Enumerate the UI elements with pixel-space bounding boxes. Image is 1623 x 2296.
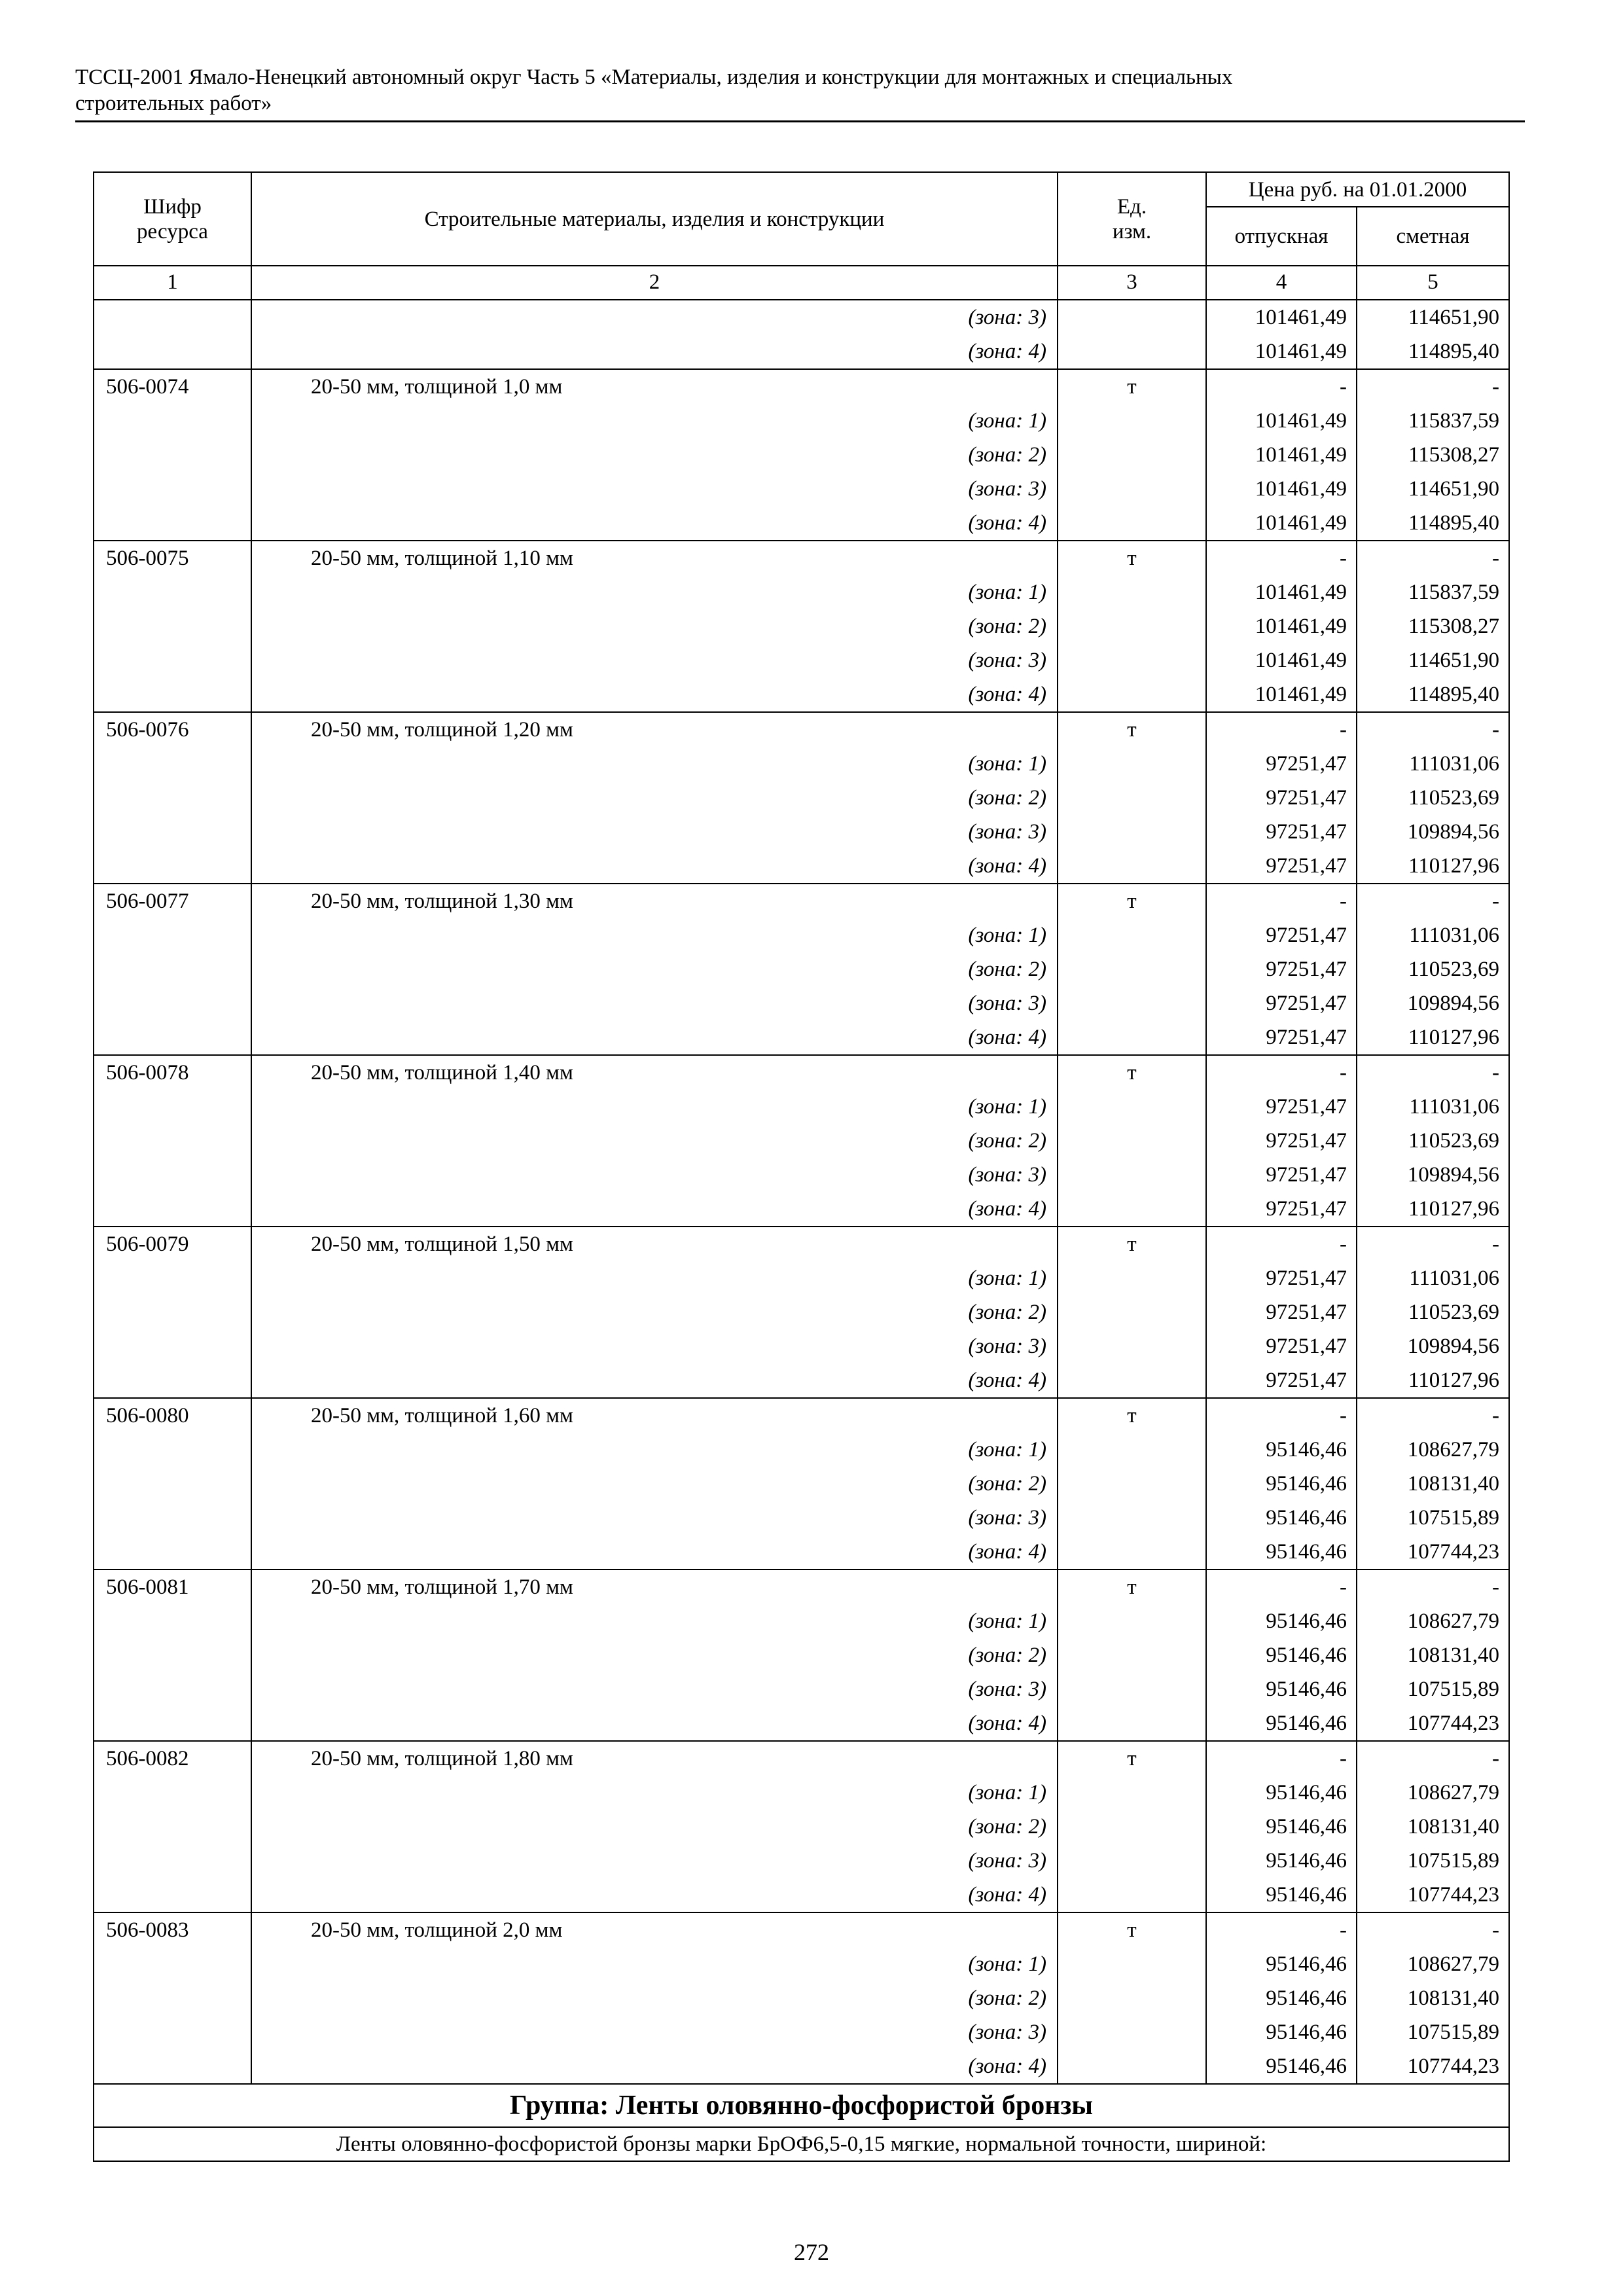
unit-of-measure: т	[1127, 1747, 1137, 1770]
empty-cell	[94, 2015, 251, 2049]
release-price: 95146,46	[1266, 1472, 1347, 1496]
empty-cell	[94, 1158, 251, 1192]
zone-label: (зона: 3)	[968, 477, 1046, 501]
empty-cell	[94, 747, 251, 781]
resource-code: 506-0075	[106, 547, 189, 570]
empty-cell	[1058, 1535, 1205, 1569]
estimate-price: -	[1492, 889, 1500, 913]
empty-cell	[1058, 438, 1205, 472]
release-price: 97251,47	[1266, 786, 1347, 810]
empty-cell	[1058, 643, 1205, 677]
empty-cell	[1058, 1192, 1205, 1226]
empty-cell	[1058, 1878, 1205, 1912]
estimate-price: 108131,40	[1407, 1815, 1500, 1839]
resource-code: 506-0083	[106, 1918, 189, 1942]
header-materials: Строительные материалы, изделия и конструкции	[251, 172, 1058, 266]
release-price: 101461,49	[1255, 443, 1347, 467]
release-price: 97251,47	[1266, 1197, 1347, 1221]
empty-cell	[94, 1844, 251, 1878]
unit-of-measure: т	[1127, 1918, 1137, 1942]
empty-cell	[1058, 849, 1205, 883]
table-row	[94, 1398, 1509, 1570]
empty-cell	[1058, 1638, 1205, 1672]
estimate-price: 110127,96	[1408, 1197, 1500, 1221]
zone-label: (зона: 2)	[968, 1472, 1046, 1496]
zone-label: (зона: 2)	[968, 1643, 1046, 1667]
release-price: -	[1340, 375, 1347, 399]
release-price: 95146,46	[1266, 2020, 1347, 2044]
zone-label: (зона: 2)	[968, 1300, 1046, 1324]
resource-code: 506-0076	[106, 718, 189, 742]
zone-label: (зона: 2)	[968, 615, 1046, 638]
resource-code: 506-0077	[106, 889, 189, 913]
estimate-price: 109894,56	[1407, 992, 1500, 1015]
unit-of-measure: т	[1127, 375, 1137, 399]
material-name: 20-50 мм, толщиной 1,50 мм	[311, 1232, 573, 1256]
empty-cell	[94, 1020, 251, 1054]
zone-label: (зона: 2)	[968, 443, 1046, 467]
empty-cell	[94, 1604, 251, 1638]
empty-cell	[94, 334, 251, 368]
empty-cell	[1058, 1672, 1205, 1706]
release-price: 95146,46	[1266, 1883, 1347, 1907]
material-name: 20-50 мм, толщиной 1,0 мм	[311, 375, 563, 399]
header-rule	[75, 120, 1525, 122]
estimate-price: 115837,59	[1408, 409, 1500, 433]
empty-cell	[94, 404, 251, 438]
estimate-price: 108627,79	[1407, 1609, 1500, 1633]
release-price: 101461,49	[1255, 615, 1347, 638]
release-price: 95146,46	[1266, 1677, 1347, 1701]
empty-cell	[94, 472, 251, 506]
resource-code: 506-0080	[106, 1404, 189, 1427]
table-body	[94, 300, 1509, 2084]
zone-label: (зона: 2)	[968, 1986, 1046, 2010]
zone-label: (зона: 3)	[968, 992, 1046, 1015]
zone-label: (зона: 4)	[968, 683, 1046, 706]
estimate-price: 111031,06	[1409, 924, 1500, 947]
header-resource-code: Шифр ресурса	[94, 172, 251, 266]
table-row	[94, 369, 1509, 541]
zone-label: (зона: 4)	[968, 1883, 1046, 1907]
empty-cell	[94, 849, 251, 883]
release-price: 95146,46	[1266, 1540, 1347, 1564]
empty-cell	[94, 1363, 251, 1397]
page-number: 272	[794, 2239, 829, 2265]
empty-cell	[94, 1981, 251, 2015]
empty-cell	[94, 1776, 251, 1810]
empty-cell	[1058, 747, 1205, 781]
table-row	[94, 1741, 1509, 1912]
zone-label: (зона: 3)	[968, 1506, 1046, 1530]
empty-cell	[1058, 1810, 1205, 1844]
empty-cell	[1058, 1844, 1205, 1878]
estimate-price: -	[1492, 1232, 1500, 1256]
release-price: 95146,46	[1266, 1849, 1347, 1873]
release-price: 101461,49	[1255, 306, 1347, 329]
empty-cell	[1058, 1604, 1205, 1638]
release-price: 95146,46	[1266, 1643, 1347, 1667]
release-price: 95146,46	[1266, 1438, 1347, 1462]
estimate-price: 108627,79	[1407, 1952, 1500, 1976]
release-price: 101461,49	[1255, 649, 1347, 672]
release-price: 97251,47	[1266, 820, 1347, 844]
release-price: 95146,46	[1266, 1712, 1347, 1735]
estimate-price: 114895,40	[1408, 511, 1500, 535]
table-row	[94, 884, 1509, 1055]
release-price: 97251,47	[1266, 1095, 1347, 1119]
estimate-price: 111031,06	[1409, 752, 1500, 776]
material-name: 20-50 мм, толщиной 2,0 мм	[311, 1918, 563, 1942]
zone-label: (зона: 4)	[968, 511, 1046, 535]
empty-cell	[94, 1124, 251, 1158]
resource-code: 506-0074	[106, 375, 189, 399]
resource-code: 506-0082	[106, 1747, 189, 1770]
table-row	[94, 712, 1509, 884]
estimate-price: 107744,23	[1407, 1883, 1500, 1907]
empty-cell	[1058, 1158, 1205, 1192]
estimate-price: 115308,27	[1408, 443, 1500, 467]
release-price: 97251,47	[1266, 752, 1347, 776]
unit-of-measure: т	[1127, 889, 1137, 913]
empty-cell	[1058, 815, 1205, 849]
column-number-5: 5	[1357, 266, 1509, 300]
empty-cell	[1058, 781, 1205, 815]
release-price: -	[1340, 1575, 1347, 1599]
empty-cell	[94, 438, 251, 472]
empty-cell	[94, 952, 251, 986]
release-price: 95146,46	[1266, 1781, 1347, 1804]
empty-cell	[1058, 952, 1205, 986]
zone-label: (зона: 4)	[968, 854, 1046, 878]
material-name: 20-50 мм, толщиной 1,30 мм	[311, 889, 573, 913]
group-title: Группа: Ленты оловянно-фосфористой бронзы	[94, 2084, 1509, 2127]
empty-cell	[1058, 609, 1205, 643]
material-name: 20-50 мм, толщиной 1,60 мм	[311, 1404, 573, 1427]
empty-cell	[1058, 300, 1205, 334]
empty-cell	[94, 918, 251, 952]
zone-label: (зона: 2)	[968, 786, 1046, 810]
empty-cell	[94, 1192, 251, 1226]
zone-label: (зона: 3)	[968, 1163, 1046, 1187]
empty-cell	[1058, 677, 1205, 711]
zone-label: (зона: 4)	[968, 1197, 1046, 1221]
header-release-price: отпускная	[1206, 207, 1357, 266]
table-row	[94, 1570, 1509, 1741]
empty-cell	[1058, 2049, 1205, 2083]
empty-cell	[94, 1467, 251, 1501]
empty-cell	[94, 1672, 251, 1706]
estimate-price: 114895,40	[1408, 683, 1500, 706]
empty-cell	[94, 575, 251, 609]
release-price: 95146,46	[1266, 1952, 1347, 1976]
estimate-price: 107515,89	[1407, 1677, 1500, 1701]
release-price: 97251,47	[1266, 1335, 1347, 1358]
zone-label: (зона: 4)	[968, 1369, 1046, 1392]
empty-cell	[1058, 334, 1205, 368]
unit-of-measure: т	[1127, 1232, 1137, 1256]
empty-cell	[1058, 986, 1205, 1020]
estimate-price: 108627,79	[1407, 1781, 1500, 1804]
estimate-price: 110523,69	[1408, 958, 1500, 981]
empty-cell	[94, 300, 251, 334]
empty-cell	[94, 506, 251, 540]
empty-cell	[1058, 918, 1205, 952]
column-number-3: 3	[1058, 266, 1206, 300]
empty-cell	[94, 643, 251, 677]
release-price: -	[1340, 1918, 1347, 1942]
unit-of-measure: т	[1127, 1575, 1137, 1599]
zone-label: (зона: 4)	[968, 1712, 1046, 1735]
estimate-price: 110127,96	[1408, 1026, 1500, 1049]
estimate-price: -	[1492, 1918, 1500, 1942]
estimate-price: 107744,23	[1407, 2054, 1500, 2078]
column-number-2: 2	[251, 266, 1058, 300]
empty-cell	[94, 1295, 251, 1329]
release-price: -	[1340, 1747, 1347, 1770]
empty-cell	[1058, 1124, 1205, 1158]
zone-label: (зона: 4)	[968, 340, 1046, 363]
resource-code: 506-0078	[106, 1061, 189, 1085]
estimate-price: 108131,40	[1407, 1986, 1500, 2010]
zone-label: (зона: 3)	[968, 1849, 1046, 1873]
estimate-price: 114651,90	[1408, 477, 1500, 501]
unit-of-measure: т	[1127, 718, 1137, 742]
empty-cell	[1058, 1706, 1205, 1740]
material-name: 20-50 мм, толщиной 1,40 мм	[311, 1061, 573, 1085]
estimate-price: -	[1492, 1404, 1500, 1427]
release-price: -	[1340, 547, 1347, 570]
empty-cell	[94, 1947, 251, 1981]
release-price: 97251,47	[1266, 1266, 1347, 1290]
header-line-1: ТССЦ-2001 Ямало-Ненецкий автономный округ Часть 5 «Материалы, изделия и конструкции для монтажных и специальных	[75, 65, 1233, 89]
zone-label: (зона: 1)	[968, 1266, 1046, 1290]
empty-cell	[94, 781, 251, 815]
document-header	[75, 64, 1525, 117]
release-price: 101461,49	[1255, 477, 1347, 501]
resource-code: 506-0079	[106, 1232, 189, 1256]
release-price: -	[1340, 889, 1347, 913]
zone-label: (зона: 1)	[968, 1609, 1046, 1633]
zone-label: (зона: 3)	[968, 1677, 1046, 1701]
column-number-1: 1	[94, 266, 251, 300]
empty-cell	[94, 1638, 251, 1672]
release-price: 95146,46	[1266, 1506, 1347, 1530]
empty-cell	[1058, 1090, 1205, 1124]
zone-label: (зона: 1)	[968, 1438, 1046, 1462]
empty-cell	[1058, 506, 1205, 540]
zone-label: (зона: 3)	[968, 306, 1046, 329]
release-price: -	[1340, 1061, 1347, 1085]
release-price: 101461,49	[1255, 683, 1347, 706]
zone-label: (зона: 2)	[968, 1129, 1046, 1153]
empty-cell	[1058, 1329, 1205, 1363]
table-row	[94, 541, 1509, 712]
estimate-price: 109894,56	[1407, 1335, 1500, 1358]
empty-cell	[94, 986, 251, 1020]
material-name: 20-50 мм, толщиной 1,10 мм	[311, 547, 573, 570]
zone-label: (зона: 4)	[968, 1540, 1046, 1564]
release-price: -	[1340, 718, 1347, 742]
release-price: 101461,49	[1255, 409, 1347, 433]
zone-label: (зона: 3)	[968, 649, 1046, 672]
release-price: 97251,47	[1266, 1163, 1347, 1187]
empty-cell	[94, 815, 251, 849]
empty-cell	[1058, 1467, 1205, 1501]
release-price: 95146,46	[1266, 1609, 1347, 1633]
estimate-price: 114895,40	[1408, 340, 1500, 363]
estimate-price: -	[1492, 1061, 1500, 1085]
release-price: 97251,47	[1266, 958, 1347, 981]
empty-cell	[1058, 1363, 1205, 1397]
estimate-price: 109894,56	[1407, 820, 1500, 844]
header-estimate-price: сметная	[1357, 207, 1509, 266]
estimate-price: 110523,69	[1408, 1300, 1500, 1324]
table-row	[94, 1227, 1509, 1398]
release-price: 97251,47	[1266, 1129, 1347, 1153]
release-price: 97251,47	[1266, 1300, 1347, 1324]
estimate-price: 109894,56	[1407, 1163, 1500, 1187]
unit-of-measure: т	[1127, 1061, 1137, 1085]
empty-cell	[94, 1501, 251, 1535]
estimate-price: 108131,40	[1407, 1643, 1500, 1667]
header-line-2: строительных работ»	[75, 92, 272, 115]
empty-cell	[1058, 404, 1205, 438]
release-price: 97251,47	[1266, 1026, 1347, 1049]
estimate-price: 107515,89	[1407, 1849, 1500, 1873]
resource-code: 506-0081	[106, 1575, 189, 1599]
price-table	[93, 171, 1510, 2162]
zone-label: (зона: 1)	[968, 1095, 1046, 1119]
estimate-price: 107515,89	[1407, 1506, 1500, 1530]
estimate-price: 111031,06	[1409, 1266, 1500, 1290]
estimate-price: 115837,59	[1408, 581, 1500, 604]
unit-of-measure: т	[1127, 1404, 1137, 1427]
empty-cell	[94, 609, 251, 643]
price-table-wrapper	[93, 171, 1508, 2162]
estimate-price: 107744,23	[1407, 1712, 1500, 1735]
estimate-price: -	[1492, 718, 1500, 742]
release-price: 95146,46	[1266, 1815, 1347, 1839]
release-price: 101461,49	[1255, 581, 1347, 604]
empty-cell	[1058, 1261, 1205, 1295]
unit-of-measure: т	[1127, 547, 1137, 570]
estimate-price: 110127,96	[1408, 1369, 1500, 1392]
empty-cell	[94, 1878, 251, 1912]
zone-label: (зона: 1)	[968, 752, 1046, 776]
table-row-continuation	[94, 300, 1509, 369]
empty-cell	[94, 1329, 251, 1363]
estimate-price: -	[1492, 375, 1500, 399]
empty-cell	[1058, 1433, 1205, 1467]
release-price: 95146,46	[1266, 1986, 1347, 2010]
group-caption: Ленты оловянно-фосфористой бронзы марки БрОФ6,5-0,15 мягкие, нормальной точности, шириной:	[94, 2127, 1509, 2161]
empty-cell	[94, 1706, 251, 1740]
zone-label: (зона: 2)	[968, 1815, 1046, 1839]
estimate-price: 107515,89	[1407, 2020, 1500, 2044]
header-unit: Ед. изм.	[1058, 172, 1206, 266]
zone-label: (зона: 4)	[968, 1026, 1046, 1049]
release-price: 101461,49	[1255, 511, 1347, 535]
estimate-price: -	[1492, 1747, 1500, 1770]
zone-label: (зона: 1)	[968, 1781, 1046, 1804]
empty-cell	[1058, 2015, 1205, 2049]
estimate-price: 114651,90	[1408, 649, 1500, 672]
estimate-price: -	[1492, 547, 1500, 570]
estimate-price: 115308,27	[1408, 615, 1500, 638]
zone-label: (зона: 4)	[968, 2054, 1046, 2078]
estimate-price: 111031,06	[1409, 1095, 1500, 1119]
material-name: 20-50 мм, толщиной 1,70 мм	[311, 1575, 573, 1599]
estimate-price: 108131,40	[1407, 1472, 1500, 1496]
empty-cell	[1058, 1981, 1205, 2015]
release-price: 97251,47	[1266, 992, 1347, 1015]
empty-cell	[1058, 1947, 1205, 1981]
table-row	[94, 1912, 1509, 2084]
empty-cell	[94, 1090, 251, 1124]
empty-cell	[1058, 1501, 1205, 1535]
release-price: -	[1340, 1232, 1347, 1256]
zone-label: (зона: 1)	[968, 581, 1046, 604]
release-price: 97251,47	[1266, 854, 1347, 878]
zone-label: (зона: 1)	[968, 1952, 1046, 1976]
estimate-price: 108627,79	[1407, 1438, 1500, 1462]
zone-label: (зона: 3)	[968, 1335, 1046, 1358]
empty-cell	[1058, 1295, 1205, 1329]
estimate-price: -	[1492, 1575, 1500, 1599]
header-price-group: Цена руб. на 01.01.2000	[1206, 172, 1509, 207]
estimate-price: 114651,90	[1408, 306, 1500, 329]
empty-cell	[1058, 1776, 1205, 1810]
empty-cell	[1058, 575, 1205, 609]
empty-cell	[94, 1261, 251, 1295]
release-price: 97251,47	[1266, 924, 1347, 947]
empty-cell	[94, 1810, 251, 1844]
table-row	[94, 1055, 1509, 1227]
release-price: -	[1340, 1404, 1347, 1427]
estimate-price: 110127,96	[1408, 854, 1500, 878]
empty-cell	[94, 2049, 251, 2083]
material-name: 20-50 мм, толщиной 1,20 мм	[311, 718, 573, 742]
empty-cell	[94, 677, 251, 711]
zone-label: (зона: 1)	[968, 924, 1046, 947]
zone-label: (зона: 2)	[968, 958, 1046, 981]
material-name: 20-50 мм, толщиной 1,80 мм	[311, 1747, 573, 1770]
empty-cell	[1058, 472, 1205, 506]
zone-label: (зона: 1)	[968, 409, 1046, 433]
estimate-price: 110523,69	[1408, 786, 1500, 810]
release-price: 101461,49	[1255, 340, 1347, 363]
empty-cell	[94, 1433, 251, 1467]
zone-label: (зона: 3)	[968, 820, 1046, 844]
release-price: 95146,46	[1266, 2054, 1347, 2078]
empty-cell	[1058, 1020, 1205, 1054]
column-number-4: 4	[1206, 266, 1357, 300]
zone-label: (зона: 3)	[968, 2020, 1046, 2044]
empty-cell	[94, 1535, 251, 1569]
release-price: 97251,47	[1266, 1369, 1347, 1392]
estimate-price: 107744,23	[1407, 1540, 1500, 1564]
estimate-price: 110523,69	[1408, 1129, 1500, 1153]
